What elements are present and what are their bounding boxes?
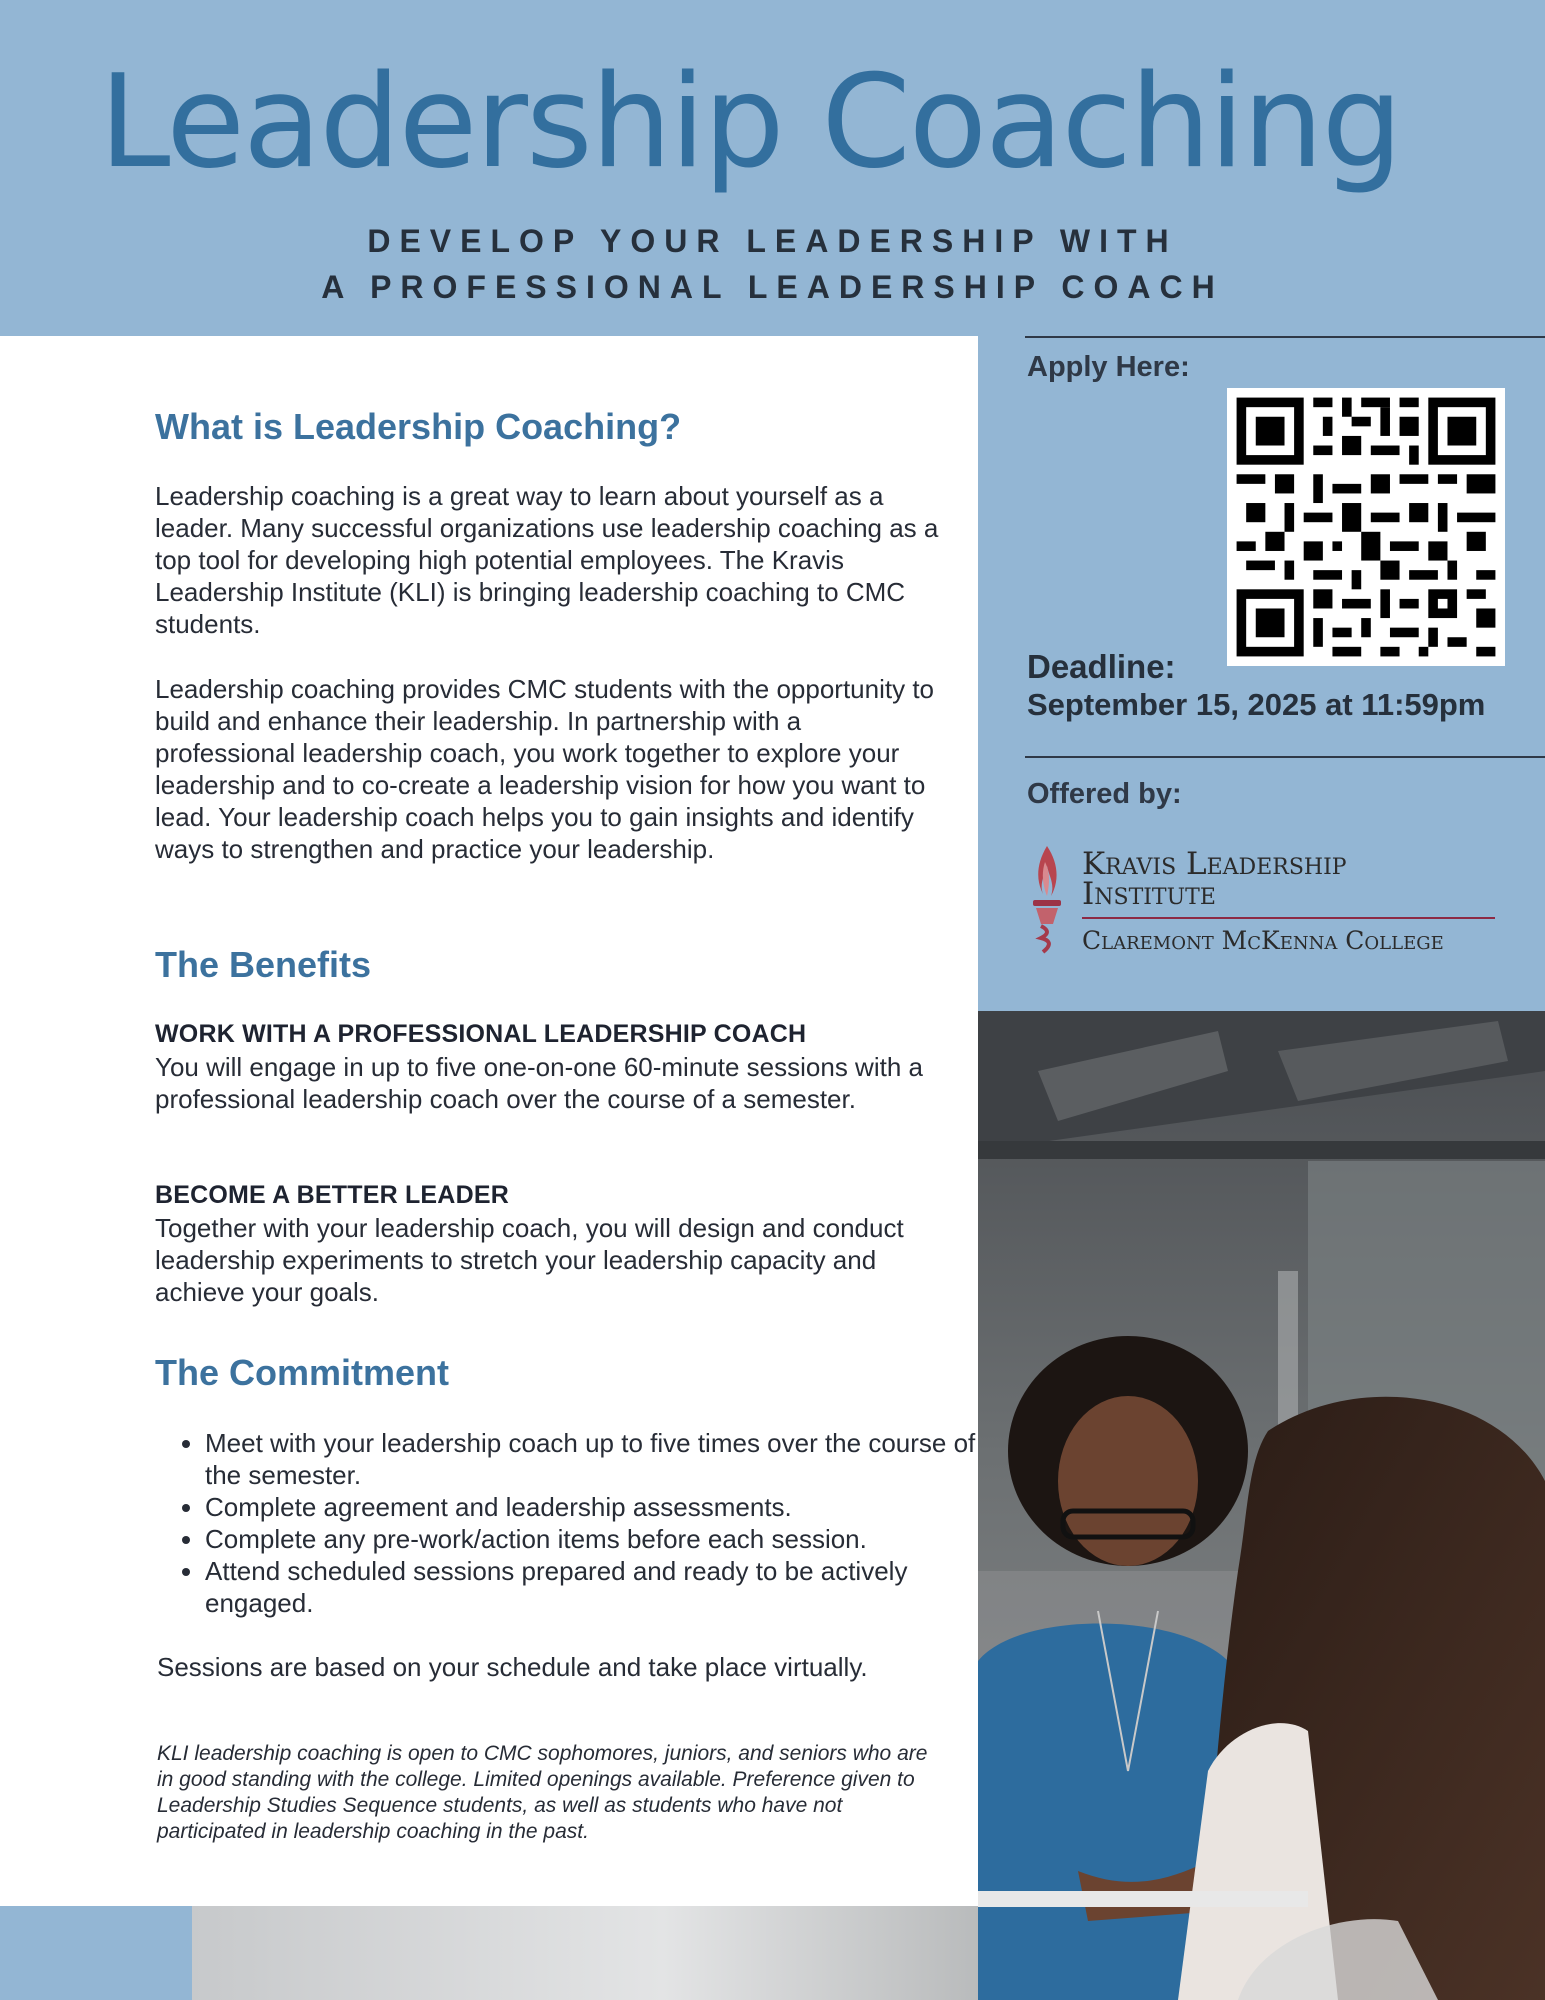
coaching-photo xyxy=(978,1011,1545,2000)
list-item: • Complete any pre-work/action items before each session. xyxy=(205,1523,985,1555)
header-band xyxy=(0,0,1545,336)
kli-logo xyxy=(1025,844,1505,964)
benefit-2-text: Together with your leadership coach, you will design and conduct leadership experiments to stretch your leadership capacity and achieve your goals. xyxy=(155,1213,904,1307)
list-item: • Meet with your leadership coach up to five times over the course of the semester. xyxy=(205,1427,985,1491)
offered-by-label: Offered by: xyxy=(1027,778,1182,810)
logo-rule xyxy=(1082,917,1495,919)
logo-college-name: Claremont McKenna College xyxy=(1082,926,1444,955)
sidebar xyxy=(978,336,1545,1011)
two-women-talking-image xyxy=(978,1011,1545,2000)
eligibility-note: KLI leadership coaching is open to CMC sophomores, juniors, and seniors who are in good standing with the college. Limited openings available. Preference given to Leadership Studies Sequence students, as well as students who have not participated in leadership coaching in the past. xyxy=(157,1742,928,1843)
deadline-date: September 15, 2025 at 11:59pm xyxy=(1027,687,1486,722)
heading-benefits: The Benefits xyxy=(155,944,372,985)
qr-code[interactable] xyxy=(1227,388,1505,666)
deadline-label: Deadline: xyxy=(1027,648,1176,685)
commitment-list xyxy=(155,1427,985,1619)
benefit-2-title: BECOME A BETTER LEADER xyxy=(155,1181,509,1209)
logo-name-line-2: Institute xyxy=(1082,876,1216,912)
list-item: • Attend scheduled sessions prepared and ready to be actively engaged. xyxy=(205,1555,985,1619)
sessions-note: Sessions are based on your schedule and take place virtually. xyxy=(157,1652,868,1682)
benefit-1-text: You will engage in up to five one-on-one 60-minute sessions with a professional leadership coach over the course of a semester. xyxy=(155,1052,923,1114)
list-item: • Complete agreement and leadership assessments. xyxy=(205,1491,985,1523)
subtitle-line-1: DEVELOP YOUR LEADERSHIP WITH xyxy=(367,223,1178,259)
page-title: Leadership Coaching xyxy=(99,48,1401,197)
qr-code-image xyxy=(1227,388,1505,666)
heading-commitment: The Commitment xyxy=(155,1352,450,1393)
intro-paragraph: Leadership coaching is a great way to learn about yourself as a leader. Many successful organizations use leadership coaching as a top tool for developing high potential employees. The Kravis Leadership Institute (KLI) is bringing leadership coaching to CMC students. xyxy=(155,481,939,639)
apply-label: Apply Here: xyxy=(1027,351,1190,383)
content-panel xyxy=(0,336,978,1906)
bottom-image-strip xyxy=(192,1906,978,2000)
description-paragraph: Leadership coaching provides CMC students with the opportunity to build and enhance their leadership. In partnership with a professional leadership coach, you work together to explore your leadership and to co-create a leadership vision for how you want to lead. Your leadership coach helps you to gain insights and identify ways to strengthen and practice your leadership. xyxy=(155,674,934,864)
page-subtitle xyxy=(0,218,1545,310)
heading-what-is: What is Leadership Coaching? xyxy=(155,406,682,447)
divider xyxy=(1025,756,1545,758)
logo-name-line-1: Kravis Leadership xyxy=(1082,846,1347,882)
subtitle-line-2: A PROFESSIONAL LEADERSHIP COACH xyxy=(321,269,1224,305)
benefit-1-title: WORK WITH A PROFESSIONAL LEADERSHIP COACH xyxy=(155,1020,807,1048)
torch-icon xyxy=(1027,844,1067,960)
divider xyxy=(1025,336,1545,338)
